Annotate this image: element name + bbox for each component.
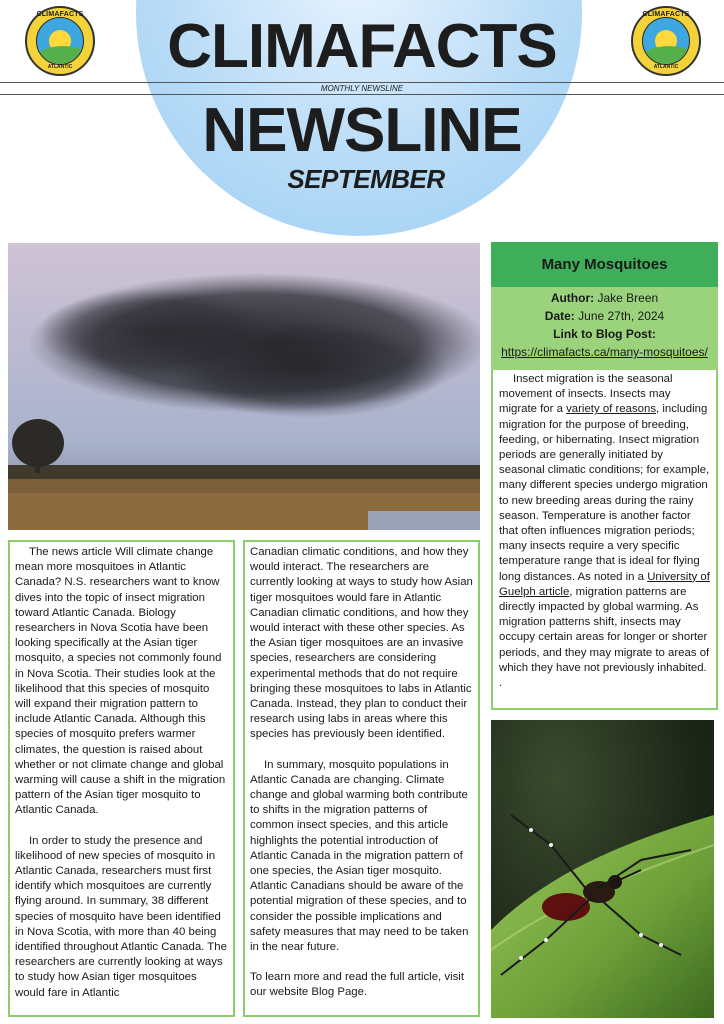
logo-text-bottom: ATLANTIC [653,64,679,70]
sidebar-text: , including migration for the purpose of breeding, feeding, or hibernating. Insect migration periods are generally initiated by seasonal climatic conditions; for example, many different species undergo migration to new breeding areas during the rainy season. Temperature is another factor that often influences migration periods; many insects require a very specific temperature range that is ideal for flying long distances. As noted in a [499,403,710,583]
sidebar-end-mark: . [499,677,503,690]
logo-text-top: CLIMAFACTS [642,11,690,18]
article-paragraph: In order to study the presence and likelihood of new species of mosquito in Atlantic Canada, researchers must first identify which mosquitoes are currently flying around. In summary, 38 different species of mosquito have been identified in Nova Scotia, with more than 40 being identified throughout Atlantic Canada. The researchers are currently looking at ways to study how Asian tiger mosquitoes would fare in Atlantic [15,834,227,999]
article-column-1 [8,540,235,1017]
masthead-title: CLIMAFACTS [167,12,557,81]
header-rule-top [0,82,724,83]
university-of-guelph-link[interactable]: University of Guelph article [499,570,710,598]
sidebar-body [491,370,718,710]
post-date: June 27th, 2024 [578,309,665,323]
sidebar-text: , migration patterns are directly impacted by global warming. As migration patterns shift, insects may occupy certain areas for longer or shorter periods, and they may migrate to areas of which they have not previously inhabited. [499,585,710,674]
article-paragraph: In summary, mosquito populations in Atlantic Canada are changing. Climate change and global warming both contribute to shifts in the migration patterns of common insect species, and this article highlights the potential introduction of Atlantic Canada in the migration pattern of one species, the Asian tiger mosquito. Atlantic Canadians should be aware of the potential migration of these species, and to consider the possible implications and safety measures that may need to be taken in the near future. [250,758,469,954]
logo-text-top: CLIMAFACTS [36,11,84,18]
article-paragraph: To learn more and read the full article, visit our website Blog Page. [250,971,464,999]
bird-murmuration-photo [8,243,480,530]
link-label: Link to Blog Post: [553,327,656,341]
sidebar-text: Insect migration is the seasonal movement of insects. Insects may migrate for a [499,373,673,416]
mosquito-photo [491,720,714,1018]
masthead-newsline: NEWSLINE [202,96,522,165]
author-label: Author: [550,291,595,305]
sidebar-heading: Many Mosquitoes [491,242,718,287]
issue-month: SEPTEMBER [287,164,445,194]
date-label: Date: [544,309,575,323]
logo-text-bottom: ATLANTIC [47,64,73,70]
blog-post-link[interactable]: https://climafacts.ca/many-mosquitoes/ [501,345,708,359]
sidebar-meta [491,287,718,370]
article-column-2 [243,540,480,1017]
masthead-subtitle: MONTHLY NEWSLINE [320,84,404,93]
article-paragraph: The news article Will climate change mean more mosquitoes in Atlantic Canada? N.S. researchers want to know dives into the topic of insect migration toward Atlantic Canada. Biology researchers in Nova Scotia have been looking specifically at the Asian tiger mosquito, a species not commonly found in Nova Scotia. Their studies look at the likelihood that this species of mosquito will expand their migration pattern to include Atlantic Canada. Although this species of mosquito prefers warmer climates, the question is raised about whether or not climate change and global warming will cause a shift in the migration pattern of the Asian tiger mosquito to Atlantic Canada. [15,546,226,817]
author-name: Jake Breen [597,291,659,305]
variety-of-reasons-link[interactable]: variety of reasons [566,403,657,416]
article-paragraph: Canadian climatic conditions, and how they would interact. The researchers are currently looking at ways to study how Asian tiger mosquitoes would fare in Atlantic Canadian climatic conditions, and how they would interact with these other species. As the Asian tiger mosquitoes are an invasive species, researchers are considering experimental methods that do not require bringing these mosquitoes to labs in Atlantic Canada. Instead, they plan to conduct their research using labs in areas where this species has previously been identified. [250,546,473,741]
header-rule-bottom [0,94,724,95]
